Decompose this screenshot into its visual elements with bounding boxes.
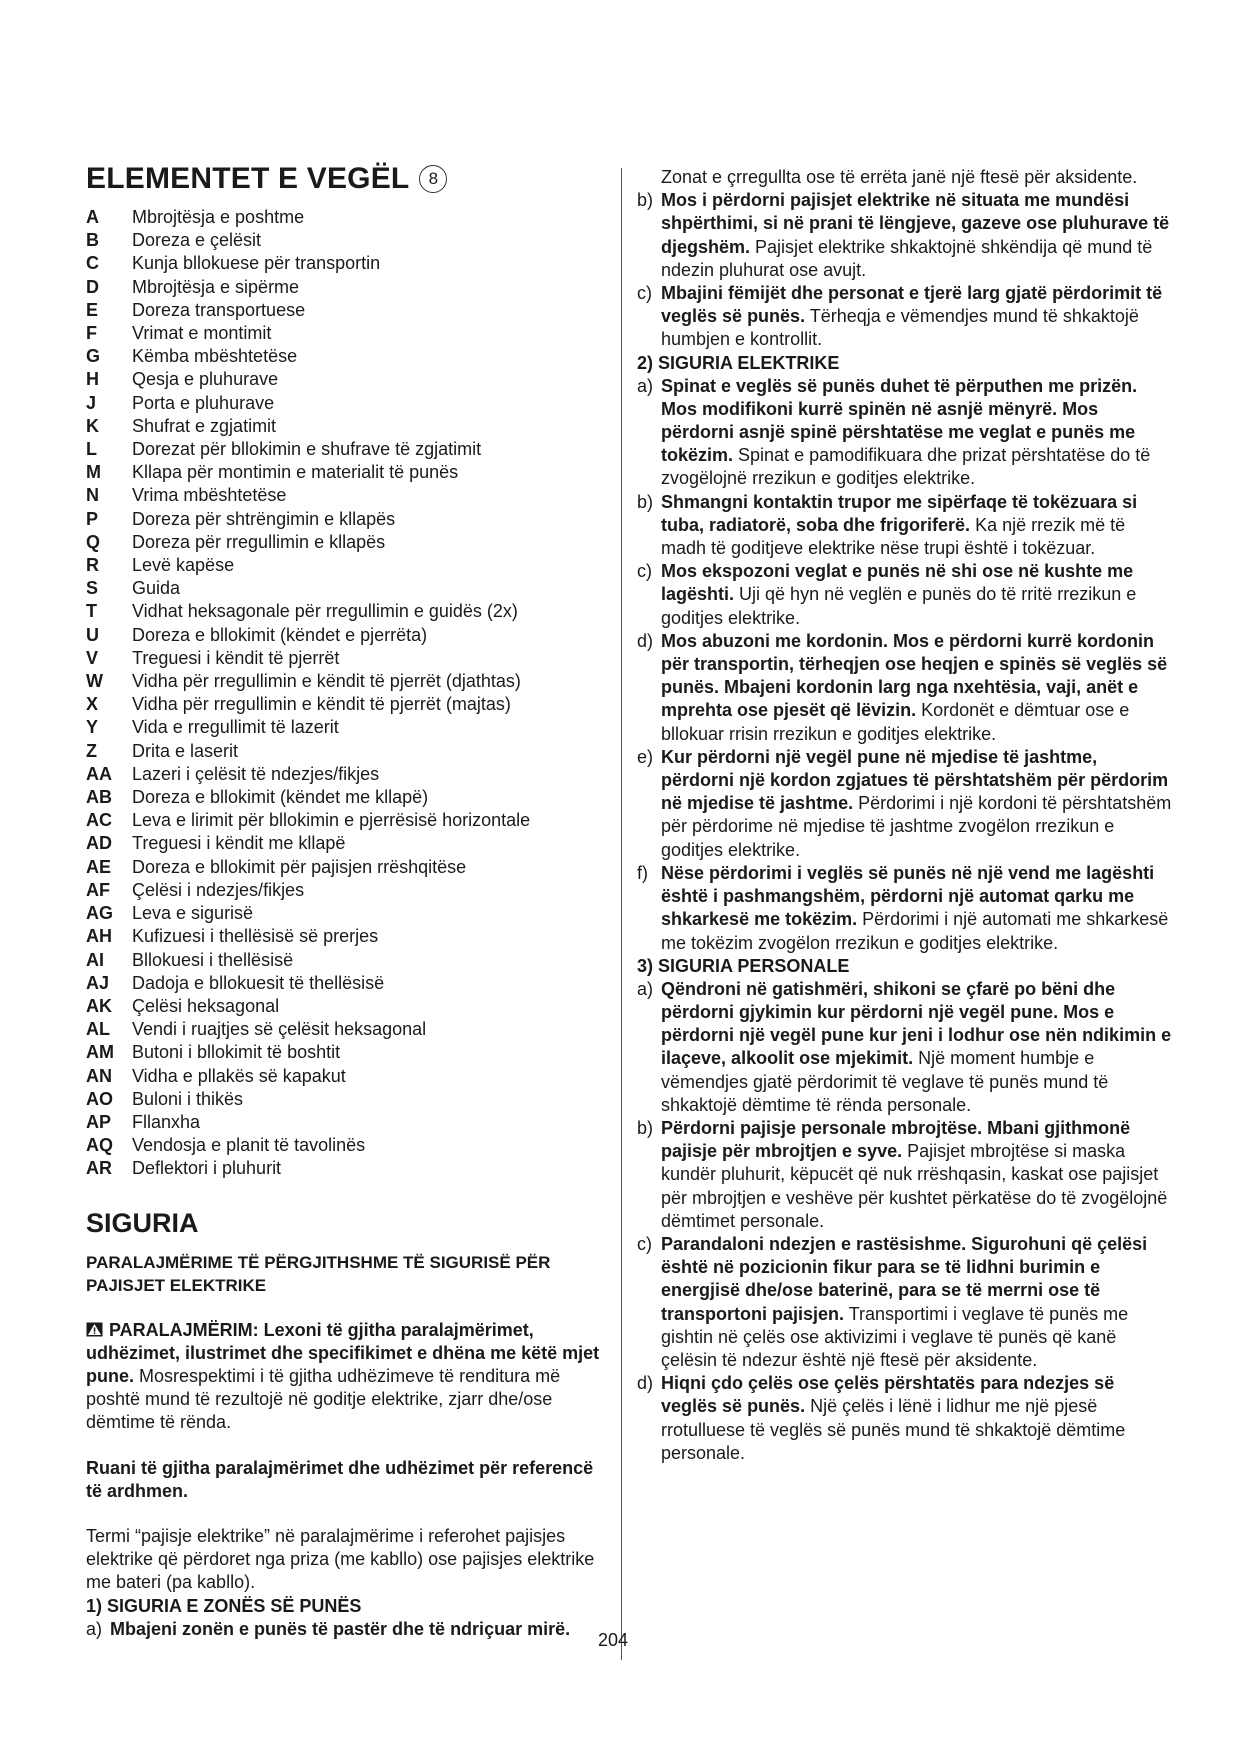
component-label: Doreza e bllokimit (këndet me kllapë) (132, 787, 429, 808)
component-label: Fllanxha (132, 1111, 201, 1132)
component-item (86, 902, 614, 925)
rule-marker: c) (637, 1233, 652, 1254)
component-item (86, 299, 614, 322)
keep-instructions: Ruani të gjitha paralajmërimet dhe udhëzimet për referencë të ardhmen. (86, 1457, 594, 1501)
component-label: Levë kapëse (132, 555, 235, 576)
rule-1a (86, 1618, 614, 1641)
rule-bold: Kur përdorni një vegël pune në mjedise të jashtme, përdorni një kordon zgjatues të përshtatshëm për përdorim në mjedise të jashtme. (661, 746, 1169, 814)
component-item (86, 670, 614, 693)
rule-2f (637, 862, 1175, 955)
component-item (86, 206, 614, 229)
rule-bold: Mos i përdorni pajisjet elektrike në situata me mundësi shpërthimi, si në prani të lëngjeve, gazeve ose pluhurave të djegshëm. (661, 190, 1170, 257)
component-item (86, 322, 614, 345)
component-item (86, 856, 614, 879)
component-key: M (86, 462, 101, 483)
component-key: Q (86, 531, 101, 552)
component-key: AA (86, 763, 112, 784)
component-label: Treguesi i këndit të pjerrët (132, 647, 340, 668)
component-key: E (86, 299, 99, 320)
rule-marker: a) (637, 978, 654, 999)
component-label: Doreza transportuese (132, 299, 306, 320)
component-label: Kufizuesi i thellësisë së prerjes (132, 926, 379, 947)
component-label: Dadoja e bllokuesit të thellësisë (132, 972, 385, 993)
component-key: AE (86, 856, 112, 877)
component-label: Çelësi heksagonal (132, 995, 280, 1016)
component-label: Vidha për rregullimin e këndit të pjerrët (djathtas) (132, 671, 521, 692)
component-label: Guida (132, 578, 181, 599)
component-label: Buloni i thikës (132, 1088, 244, 1109)
component-label: Mbrojtësja e sipërme (132, 276, 300, 297)
component-key: L (86, 439, 97, 460)
component-item (86, 415, 614, 438)
component-item (86, 345, 614, 368)
component-label: Vrimat e montimit (132, 323, 272, 344)
rule-marker: a) (86, 1618, 103, 1639)
rule-text: Uji që hyn në veglën e punës do të rritë rrezikun e goditjes elektrike. (661, 584, 1137, 628)
component-item (86, 252, 614, 275)
component-key: AH (86, 926, 112, 947)
component-item (86, 1088, 614, 1111)
rule-text: Një çelës i lënë i lidhur me një pjesë rrotulluese të veglës së punës mund të shkaktojë dëmtime personale. (661, 1396, 1126, 1463)
component-item (86, 554, 614, 577)
component-label: Lazeri i çelësit të ndezjes/fikjes (132, 763, 380, 784)
component-label: Doreza e bllokimit (këndet e pjerrëta) (132, 624, 428, 645)
rule-bold: Mbajini fëmijët dhe personat e tjerë larg gjatë përdorimit të veglës së punës. (661, 283, 1163, 327)
rule-text: Transportimi i veglave të punës me gishtin në çelës ose aktivizimi i veglave të punës që kanë çelësin të ndezur është një ftesë për aksidente. (661, 1303, 1129, 1370)
component-item (86, 624, 614, 647)
component-label: Deflektori i pluhurit (132, 1158, 282, 1179)
component-key: F (86, 323, 97, 344)
component-key: N (86, 485, 99, 506)
rule-2a (637, 375, 1175, 491)
component-key: AI (86, 949, 104, 970)
component-key: AC (86, 810, 112, 831)
component-label: Çelësi i ndezjes/fikjes (132, 879, 305, 900)
component-key: AM (86, 1042, 114, 1063)
rule-2c (637, 560, 1175, 630)
component-item (86, 925, 614, 948)
component-item (86, 461, 614, 484)
component-label: Doreza për shtrëngimin e kllapës (132, 508, 396, 529)
component-label: Doreza e çelësit (132, 230, 262, 251)
rule-text: Spinat e pamodifikuara dhe prizat përshtatëse do të zvogëlojnë rrezikun e goditjes elektrike. (661, 445, 1151, 489)
component-key: G (86, 346, 101, 367)
components-list (86, 206, 614, 1181)
section-electrical-title: 2) SIGURIA ELEKTRIKE (637, 352, 840, 373)
component-label: Vendi i ruajtjes së çelësit heksagonal (132, 1019, 427, 1040)
component-item (86, 368, 614, 391)
component-label: Leva e lirimit për bllokimin e pjerrësisë horizontale (132, 810, 531, 831)
component-key: A (86, 207, 99, 227)
component-item (86, 832, 614, 855)
warning-paragraph (86, 1319, 614, 1435)
component-label: Mbrojtësja e poshtme (132, 207, 305, 227)
component-item (86, 508, 614, 531)
rule-text: Pajisjet mbrojtëse si maska kundër pluhurit, këpucët që nuk rrëshqasin, kaskat ose pajisjet për mbrojtjen e veshëve për kushtet përkatëse do të zvogëlojnë dëmtimet personale. (661, 1141, 1168, 1231)
component-label: Doreza për rregullimin e kllapës (132, 531, 386, 552)
component-key: Z (86, 740, 97, 761)
component-key: AN (86, 1065, 112, 1086)
rule-bold: Qëndroni në gatishmëri, shikoni se çfarë po bëni dhe përdorni gjykimin kur përdorni një vegël pune. Mos e përdorni një vegël pune kur jeni i lodhur ose nën ndikimin e ilaçeve, alkoolit ose mjekimit. (661, 978, 1172, 1069)
component-key: Y (86, 717, 99, 738)
component-item (86, 1134, 614, 1157)
rule-marker: b) (637, 1117, 654, 1138)
component-label: Kllapa për montimin e materialit të punës (132, 462, 459, 483)
rule-bold: Parandaloni ndezjen e rastësishme. Sigurohuni që çelësi është në pozicionin fikur para se të lidhni burimin e energjisë dhe/ose baterinë, para se të merrni ose të transportoni pajisjen. (661, 1233, 1148, 1324)
rule-text: Përdorimi i një automati me shkarkesë me tokëzim zvogëlon rrezikun e goditjes elektrike. (661, 909, 1169, 953)
rule-bold: Spinat e veglës së punës duhet të përputhen me prizën. Mos modifikoni kurrë spinën në asnjë mënyrë. Mos përdorni asnjë spinë përshtatëse me veglat e punës me tokëzim. (661, 375, 1138, 466)
general-safety-heading: PARALAJMËRIME TË PËRGJITHSHME TË SIGURISË PËR PAJISJET ELEKTRIKE (86, 1252, 551, 1295)
warning-icon (86, 1322, 103, 1337)
rule-3c (637, 1233, 1175, 1372)
figure-reference-badge: 8 (419, 165, 447, 193)
components-heading (86, 162, 614, 196)
rule-bold: Mos ekspozoni veglat e punës në shi ose në kushte me lagështi. (661, 561, 1134, 605)
term-definition: Termi “pajisje elektrike” në paralajmërime i referohet pajisjes elektrike që përdoret nga priza (me kabllo) ose pajisjes elektrike me bateri (pa kabllo). (86, 1525, 595, 1593)
component-key: AG (86, 903, 113, 924)
component-item (86, 995, 614, 1018)
component-label: Këmba mbështetëse (132, 346, 298, 367)
component-label: Vrima mbështetëse (132, 485, 287, 506)
component-label: Shufrat e zgjatimit (132, 415, 277, 436)
component-label: Doreza e bllokimit për pajisjen rrëshqitëse (132, 856, 467, 877)
rule-2e (637, 746, 1175, 862)
component-key: P (86, 508, 99, 529)
component-item (86, 577, 614, 600)
rule-bold: Përdorni pajisje personale mbrojtëse. Mbani gjithmonë pajisje për mbrojtjen e syve. (661, 1117, 1131, 1162)
rule-marker: b) (637, 491, 654, 512)
component-label: Vidha për rregullimin e këndit të pjerrët (majtas) (132, 694, 511, 715)
component-key: AP (86, 1111, 112, 1132)
safety-title: SIGURIA (86, 1207, 199, 1238)
rule-text: Kordonët e dëmtuar ose e bllokuar rrisin rrezikun e goditjes elektrike. (661, 700, 1130, 744)
component-item (86, 484, 614, 507)
rule-1c (637, 282, 1175, 352)
component-key: T (86, 601, 97, 622)
rule-marker: c) (637, 283, 652, 304)
component-item (86, 1018, 614, 1041)
warning-bold: PARALAJMËRIM: Lexoni të gjitha paralajmërimet, udhëzimet, ilustrimet dhe specifikimet e dhëna me këtë mjet pune. (86, 1319, 600, 1386)
section-personal-title: 3) SIGURIA PERSONALE (637, 955, 850, 976)
rule-text: Ka një rrezik më të madh të goditjeve elektrike nëse trupi është i tokëzuar. (661, 514, 1126, 559)
component-item (86, 647, 614, 670)
component-key: K (86, 415, 99, 436)
rule-3b (637, 1117, 1175, 1233)
component-item (86, 1157, 614, 1180)
component-label: Vendosja e planit të tavolinës (132, 1135, 366, 1156)
component-key: AB (86, 787, 112, 808)
component-item (86, 879, 614, 902)
component-label: Butoni i bllokimit të boshtit (132, 1042, 341, 1063)
component-key: S (86, 578, 99, 599)
component-label: Vidhat heksagonale për rregullimin e guidës (2x) (132, 601, 518, 622)
component-item (86, 276, 614, 299)
component-item (86, 531, 614, 554)
rule-3a (637, 978, 1175, 1117)
page-number: 204 (598, 1630, 629, 1650)
rule-marker: f) (637, 862, 648, 883)
rule-text: Përdorimi i një kordoni të përshtatshëm për përdorime në mjedise të jashtme zvogëlon rrezikun e goditjes elektrike. (661, 793, 1172, 860)
component-label: Leva e sigurisë (132, 903, 254, 924)
component-item (86, 809, 614, 832)
rule-bold: Nëse përdorimi i veglës së punës në një vend me lagështi është i pashmangshëm, përdorni një automat qarku me shkarkesë me tokëzim. (661, 862, 1155, 930)
rule-text: Një moment humbje e vëmendjes gjatë përdorimit të veglave të punës mund të shkaktojë dëmtime të rënda personale. (661, 1048, 1109, 1115)
component-key: AL (86, 1019, 110, 1040)
component-item (86, 693, 614, 716)
left-column (86, 162, 614, 1641)
component-item (86, 1111, 614, 1134)
rule-bold: Shmangni kontaktin trupor me sipërfaqe të tokëzuara si tuba, radiatorë, soba dhe frigoriferë. (661, 491, 1138, 535)
component-label: Qesja e pluhurave (132, 369, 279, 390)
component-label: Porta e pluhurave (132, 392, 275, 413)
component-item (86, 229, 614, 252)
component-item (86, 786, 614, 809)
component-item (86, 600, 614, 623)
component-key: AQ (86, 1135, 113, 1156)
component-key: J (86, 392, 97, 413)
component-item (86, 392, 614, 415)
component-key: AO (86, 1088, 113, 1109)
rule-2d (637, 630, 1175, 746)
component-key: X (86, 694, 99, 715)
rule-1a-continued (637, 166, 1175, 189)
rule-bold: Mbajeni zonën e punës të pastër dhe të ndriçuar mirë. (110, 1618, 571, 1639)
rule-2b (637, 491, 1175, 561)
component-label: Kunja bllokuese për transportin (132, 253, 381, 274)
component-key: V (86, 647, 99, 668)
component-item (86, 740, 614, 763)
component-key: D (86, 276, 99, 297)
component-item (86, 1041, 614, 1064)
component-key: W (86, 671, 103, 692)
component-item (86, 763, 614, 786)
rule-marker: b) (637, 190, 654, 211)
rule-marker: d) (637, 1373, 654, 1394)
components-title: ELEMENTET E VEGËL (86, 162, 410, 195)
rule-marker: d) (637, 630, 654, 651)
section-work-area-title: 1) SIGURIA E ZONËS SË PUNËS (86, 1595, 362, 1616)
component-label: Dorezat për bllokimin e shufrave të zgjatimit (132, 439, 482, 460)
rule-bold: Mos abuzoni me kordonin. Mos e përdorni kurrë kordonin për transportin, tërheqjen ose heqjen e spinës së veglës së punës. Mbajeni kordonin larg nga nxehtësia, vaji, anët e mprehta ose pjesët që lëvizin. (661, 630, 1168, 721)
component-item (86, 438, 614, 461)
rule-bold: Hiqni çdo çelës ose çelës përshtatës para ndezjes së veglës së punës. (661, 1373, 1115, 1417)
component-key: AD (86, 833, 112, 854)
rule-marker: a) (637, 375, 654, 396)
component-label: Vidha e pllakës së kapakut (132, 1065, 346, 1086)
warning-text: Mosrespektimi i të gjitha udhëzimeve të renditura më poshtë mund të rezultojë në goditje elektrike, zjarr dhe/ose dëmtime të rënda. (86, 1365, 561, 1433)
right-column (637, 166, 1175, 1465)
component-key: AR (86, 1158, 112, 1179)
rule-text: Tërheqja e vëmendjes mund të shkaktojë humbjen e kontrollit. (661, 306, 1139, 350)
component-key: AF (86, 879, 110, 900)
component-key: R (86, 555, 99, 576)
component-key: H (86, 369, 99, 390)
rule-marker: c) (637, 561, 652, 582)
rule-1b (637, 189, 1175, 282)
rule-3d (637, 1372, 1175, 1465)
component-item (86, 1065, 614, 1088)
rule-text: Zonat e çrregullta ose të errëta janë një ftesë për aksidente. (661, 167, 1138, 187)
column-divider (621, 168, 622, 1660)
component-label: Bllokuesi i thellësisë (132, 949, 294, 970)
component-key: AJ (86, 972, 110, 993)
component-key: B (86, 230, 99, 251)
rule-text: Pajisjet elektrike shkaktojnë shkëndija që mund të ndezin pluhurat ose avujt. (661, 236, 1153, 280)
component-item (86, 716, 614, 739)
component-label: Drita e laserit (132, 740, 239, 761)
component-key: U (86, 624, 99, 645)
component-label: Vida e rregullimit të lazerit (132, 717, 339, 738)
component-label: Treguesi i këndit me kllapë (132, 833, 346, 854)
component-key: AK (86, 995, 112, 1016)
component-key: C (86, 253, 99, 274)
component-item (86, 949, 614, 972)
rule-marker: e) (637, 746, 654, 767)
component-item (86, 972, 614, 995)
